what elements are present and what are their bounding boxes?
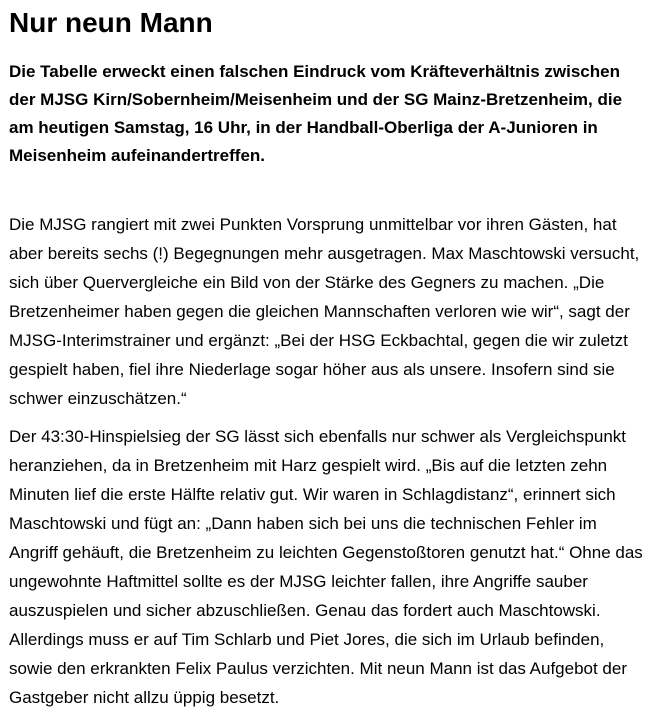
- article-lead-paragraph: Die Tabelle erweckt einen falschen Eindruck vom Kräfteverhältnis zwischen der MJSG Kirn/Sobernheim/Meisenheim und der SG Mainz-Bretzenheim, die am heutigen Samstag, 16 Uhr, in der Handball-Oberliga der A-Junioren in Meisenheim aufeinandertreffen.: [9, 62, 623, 165]
- article-paragraph-2: Der 43:30-Hinspielsieg der SG lässt sich ebenfalls nur schwer als Vergleichspunkt heranziehen, da in Bretzenheim mit Harz gespielt wird. „Bis auf die letzten zehn Minuten lief die erste Hälfte relativ gut. Wir waren in Schlagdistanz“, erinnert sich Maschtowski und fügt an: „Dann haben sich bei uns die technischen Fehler im Angriff gehäuft, die Bretzenheim zu leichten Gegenstoßtoren genutzt hat.“ Ohne das ungewohnte Haftmittel sollte es der MJSG leichter fallen, ihre Angriffe sauber auszuspielen und sicher abzuschließen. Genau das fordert auch Maschtowski. Allerdings muss er auf Tim Schlarb und Piet Jores, die sich im Urlaub befinden, sowie den erkrankten Felix Paulus verzichten. Mit neun Mann ist das Aufgebot der Gastgeber nicht allzu üppig besetzt.: [9, 427, 643, 707]
- article-title: Nur neun Mann: [9, 7, 213, 38]
- article-paragraph-1: Die MJSG rangiert mit zwei Punkten Vorsprung unmittelbar vor ihren Gästen, hat aber bereits sechs (!) Begegnungen mehr ausgetragen. Max Maschtowski versucht, sich über Quervergleiche ein Bild von der Stärke des Gegners zu machen. „Die Bretzenheimer haben gegen die gleichen Mannschaften verloren wie wir“, sagt der MJSG-Interimstrainer und ergänzt: „Bei der HSG Eckbachtal, gegen die wir zuletzt gespielt haben, fiel ihre Niederlage sogar höher aus als unsere. Insofern sind sie schwer einzuschätzen.“: [9, 215, 640, 408]
